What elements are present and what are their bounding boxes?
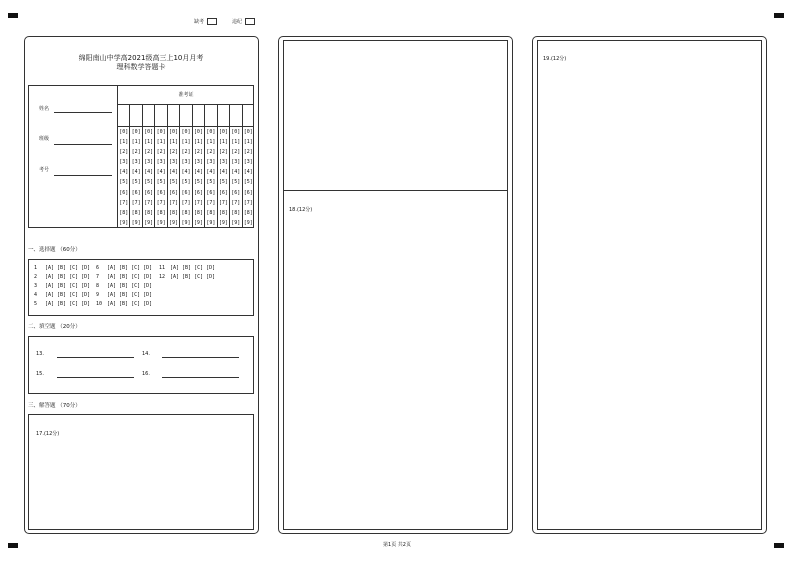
exam-number-column <box>205 105 217 228</box>
exam-number-digit-option[interactable]: [9] <box>156 219 166 226</box>
q17-answer-box[interactable] <box>28 414 254 530</box>
exam-number-digit-option[interactable]: [2] <box>231 149 241 156</box>
violation-checkbox[interactable] <box>245 18 255 25</box>
choice-options[interactable]: [A] [B] [C] [D] <box>45 274 91 280</box>
exam-number-digit-option[interactable]: [5] <box>193 179 203 186</box>
exam-number-digit-option[interactable]: [2] <box>131 149 141 156</box>
choice-column-3 <box>159 264 215 282</box>
q19-answer-box[interactable] <box>537 40 762 530</box>
exam-number-column <box>118 105 130 228</box>
exam-number-digit-option[interactable]: [3] <box>156 159 166 166</box>
exam-number-digit-option[interactable]: [6] <box>181 189 191 196</box>
exam-number-digit-option[interactable]: [1] <box>119 139 129 146</box>
exam-number-digit-option[interactable]: [3] <box>231 159 241 166</box>
card-title-line1: 绵阳南山中学高2021级高三上10月月考 <box>78 54 204 62</box>
exam-number-digit-option[interactable]: [4] <box>243 169 253 176</box>
exam-number-digit-option[interactable]: [6] <box>156 189 166 196</box>
exam-number-digit-option[interactable]: [5] <box>144 179 154 186</box>
choice-question-number: 1 <box>34 265 38 271</box>
choice-question-number: 4 <box>34 292 38 298</box>
exam-number-digit-option[interactable]: [5] <box>181 179 191 186</box>
exam-number-digit-option[interactable]: [1] <box>243 139 253 146</box>
q17-label: 17.(12分) <box>36 431 60 437</box>
exam-number-digit-option[interactable]: [1] <box>218 139 228 146</box>
exam-number-digit-option[interactable]: [4] <box>193 169 203 176</box>
choice-question-number: 12 <box>159 274 166 280</box>
exam-number-digit-option[interactable]: [6] <box>144 189 154 196</box>
exam-number-digit-option[interactable]: [4] <box>181 169 191 176</box>
exam-number-digit-option[interactable]: [5] <box>131 179 141 186</box>
exam-number-digit-option[interactable]: [2] <box>181 149 191 156</box>
exam-number-digit-option[interactable]: [3] <box>119 159 129 166</box>
choice-question-2[interactable] <box>34 273 90 282</box>
exam-number-digit-option[interactable]: [9] <box>119 219 129 226</box>
exam-number-digit-option[interactable]: [5] <box>243 179 253 186</box>
exam-number-digit-option[interactable]: [9] <box>243 219 253 226</box>
absent-indicator <box>194 18 217 25</box>
exam-number-digit-option[interactable]: [9] <box>144 219 154 226</box>
exam-number-digit-option[interactable]: [8] <box>231 209 241 216</box>
choice-options[interactable]: [A] [B] [C] [D] <box>107 301 153 307</box>
exam-number-column <box>230 105 242 228</box>
exam-number-digit-option[interactable]: [8] <box>181 209 191 216</box>
exam-number-digit-option[interactable]: [4] <box>144 169 154 176</box>
exam-number-digit-option[interactable]: [2] <box>193 149 203 156</box>
exam-number-digit-option[interactable]: [2] <box>206 149 216 156</box>
choice-question-1[interactable] <box>34 264 90 273</box>
exam-number-digit-option[interactable]: [7] <box>193 199 203 206</box>
exam-number-digit-option[interactable]: [1] <box>131 139 141 146</box>
choice-question-number: 5 <box>34 301 38 307</box>
exam-number-digit-option[interactable]: [4] <box>206 169 216 176</box>
blank-14-label: 14. <box>142 351 150 357</box>
violation-indicator <box>232 18 255 25</box>
exam-number-digit-option[interactable]: [8] <box>218 209 228 216</box>
choice-options[interactable]: [A] [B] [C] [D] <box>107 292 153 298</box>
exam-number-digit-entry[interactable] <box>180 105 191 127</box>
exam-number-digit-option[interactable]: [2] <box>144 149 154 156</box>
fill-answer-box <box>28 336 254 394</box>
exam-number-digit-option[interactable]: [2] <box>243 149 253 156</box>
exam-number-digit-option[interactable]: [0] <box>156 129 166 135</box>
choice-question-number: 11 <box>159 265 166 271</box>
exam-number-digit-option[interactable]: [6] <box>169 189 179 196</box>
exam-number-digit-option[interactable]: [2] <box>119 149 129 156</box>
exam-number-digit-option[interactable]: [5] <box>156 179 166 186</box>
q19-label: 19.(12分) <box>543 56 567 62</box>
blank-13-label: 13. <box>36 351 44 357</box>
exam-number-digit-option[interactable]: [9] <box>231 219 241 226</box>
exam-number-digit-option[interactable]: [6] <box>206 189 216 196</box>
exam-number-digit-option[interactable]: [5] <box>218 179 228 186</box>
exam-number-digit-option[interactable]: [6] <box>193 189 203 196</box>
exam-number-column <box>130 105 142 228</box>
exam-number-digit-option[interactable]: [8] <box>193 209 203 216</box>
exam-number-digit-option[interactable]: [9] <box>193 219 203 226</box>
exam-number-digit-option[interactable]: [9] <box>218 219 228 226</box>
exam-number-digit-option[interactable]: [6] <box>218 189 228 196</box>
exam-number-digit-option[interactable]: [7] <box>206 199 216 206</box>
violation-label: 违纪 <box>232 19 243 25</box>
choice-question-number: 2 <box>34 274 38 280</box>
q18-answer-area[interactable] <box>283 190 508 530</box>
name-field[interactable] <box>54 112 112 113</box>
q18-label: 18.(12分) <box>289 207 313 213</box>
exam-number-digit-option[interactable]: [3] <box>206 159 216 166</box>
exam-number-digit-option[interactable]: [8] <box>206 209 216 216</box>
choice-question-number: 10 <box>96 301 103 307</box>
absent-label: 缺考 <box>194 19 205 25</box>
exam-number-digit-option[interactable]: [2] <box>169 149 179 156</box>
class-field[interactable] <box>54 144 112 145</box>
exam-number-digit-option[interactable]: [6] <box>243 189 253 196</box>
exam-number-digit-option[interactable]: [5] <box>169 179 179 186</box>
exam-number-digit-option[interactable]: [5] <box>231 179 241 186</box>
exam-number-digit-option[interactable]: [4] <box>131 169 141 176</box>
exam-number-column <box>180 105 192 228</box>
exam-number-digit-option[interactable]: [9] <box>169 219 179 226</box>
exam-number-digit-option[interactable]: [3] <box>181 159 191 166</box>
exam-number-digit-option[interactable]: [9] <box>131 219 141 226</box>
choice-options[interactable]: [A] [B] [C] [D] <box>45 283 91 289</box>
exam-number-digit-option[interactable]: [4] <box>169 169 179 176</box>
choice-question-9[interactable] <box>96 291 152 300</box>
choice-question-10[interactable] <box>96 300 152 309</box>
exam-number-digit-option[interactable]: [0] <box>243 129 253 135</box>
exam-number-digit-option[interactable]: [1] <box>144 139 154 146</box>
exam-number-digit-option[interactable]: [3] <box>243 159 253 166</box>
answer-section-heading: 三、解答题 （70分） <box>28 403 81 409</box>
exam-number-digit-option[interactable]: [7] <box>181 199 191 206</box>
exam-number-digit-option[interactable]: [7] <box>119 199 129 206</box>
choice-question-number: 7 <box>96 274 100 280</box>
exam-number-digit-option[interactable]: [1] <box>156 139 166 146</box>
choice-options[interactable]: [A] [B] [C] [D] <box>170 274 216 280</box>
exam-number-digit-option[interactable]: [5] <box>206 179 216 186</box>
exam-number-digit-option[interactable]: [0] <box>169 129 179 135</box>
blank-15-label: 15. <box>36 371 44 377</box>
exam-number-digit-option[interactable]: [7] <box>169 199 179 206</box>
registration-mark-top-right <box>774 13 784 18</box>
exam-number-digit-option[interactable]: [7] <box>156 199 166 206</box>
exam-number-column <box>218 105 230 228</box>
blank-13-line[interactable] <box>57 357 134 358</box>
exam-number-digit-option[interactable]: [7] <box>218 199 228 206</box>
choice-question-11[interactable] <box>159 264 215 273</box>
exam-number-column <box>143 105 155 228</box>
exam-number-digit-option[interactable]: [7] <box>231 199 241 206</box>
exam-number-digit-entry[interactable] <box>205 105 216 127</box>
absent-checkbox[interactable] <box>207 18 217 25</box>
exam-number-digit-option[interactable]: [6] <box>119 189 129 196</box>
exam-number-digit-option[interactable]: [8] <box>119 209 129 216</box>
choice-question-number: 8 <box>96 283 100 289</box>
exam-id-label: 考号 <box>39 167 50 173</box>
choice-options[interactable]: [A] [B] [C] [D] <box>107 265 153 271</box>
choice-question-12[interactable] <box>159 273 215 282</box>
exam-number-digit-option[interactable]: [0] <box>119 129 129 135</box>
student-info-box <box>28 85 254 228</box>
blank-15-line[interactable] <box>57 377 134 378</box>
exam-number-digit-option[interactable]: [2] <box>156 149 166 156</box>
exam-number-digit-entry[interactable] <box>243 105 254 127</box>
exam-number-digit-option[interactable]: [6] <box>131 189 141 196</box>
exam-number-digit-entry[interactable] <box>130 105 141 127</box>
class-label: 班级 <box>39 136 50 142</box>
choice-options[interactable]: [A] [B] [C] [D] <box>170 265 216 271</box>
name-label: 姓名 <box>39 106 50 112</box>
exam-number-digit-option[interactable]: [3] <box>218 159 228 166</box>
choice-question-number: 9 <box>96 292 100 298</box>
choice-question-number: 6 <box>96 265 100 271</box>
exam-number-grid <box>117 105 254 228</box>
exam-number-column <box>193 105 205 228</box>
exam-number-digit-option[interactable]: [0] <box>206 129 216 135</box>
exam-number-digit-option[interactable]: [0] <box>131 129 141 135</box>
exam-number-digit-option[interactable]: [1] <box>206 139 216 146</box>
registration-mark-top-left <box>8 13 18 18</box>
exam-number-digit-option[interactable]: [8] <box>243 209 253 216</box>
choice-question-3[interactable] <box>34 282 90 291</box>
choice-answer-box <box>28 259 254 316</box>
exam-number-digit-option[interactable]: [0] <box>231 129 241 135</box>
choice-question-number: 3 <box>34 283 38 289</box>
exam-number-digit-option[interactable]: [3] <box>144 159 154 166</box>
exam-number-digit-option[interactable]: [8] <box>131 209 141 216</box>
exam-number-digit-option[interactable]: [3] <box>131 159 141 166</box>
exam-number-digit-option[interactable]: [8] <box>169 209 179 216</box>
exam-number-digit-option[interactable]: [9] <box>181 219 191 226</box>
choice-options[interactable]: [A] [B] [C] [D] <box>107 283 153 289</box>
choice-question-4[interactable] <box>34 291 90 300</box>
exam-number-column <box>243 105 254 228</box>
exam-number-digit-option[interactable]: [4] <box>218 169 228 176</box>
exam-number-digit-option[interactable]: [6] <box>231 189 241 196</box>
exam-number-digit-option[interactable]: [7] <box>131 199 141 206</box>
exam-number-digit-option[interactable]: [5] <box>119 179 129 186</box>
choice-column-2 <box>96 264 152 309</box>
exam-number-digit-option[interactable]: [3] <box>169 159 179 166</box>
exam-number-digit-option[interactable]: [9] <box>206 219 216 226</box>
exam-number-digit-option[interactable]: [1] <box>181 139 191 146</box>
exam-number-digit-entry[interactable] <box>218 105 229 127</box>
exam-number-column <box>168 105 180 228</box>
exam-number-digit-option[interactable]: [7] <box>144 199 154 206</box>
choice-options[interactable]: [A] [B] [C] [D] <box>45 265 91 271</box>
choice-column-1 <box>34 264 90 309</box>
exam-number-column <box>155 105 167 228</box>
choice-question-8[interactable] <box>96 282 152 291</box>
exam-number-digit-option[interactable]: [4] <box>156 169 166 176</box>
choice-question-5[interactable] <box>34 300 90 309</box>
exam-number-header: 准考证 <box>117 86 254 105</box>
fill-section-heading: 二、填空题 （20分） <box>28 324 81 330</box>
blank-14-line[interactable] <box>162 357 239 358</box>
exam-number-digit-option[interactable]: [8] <box>156 209 166 216</box>
exam-number-digit-option[interactable]: [1] <box>231 139 241 146</box>
choice-options[interactable]: [A] [B] [C] [D] <box>45 301 91 307</box>
card-title-line2: 理科数学答题卡 <box>116 63 166 71</box>
exam-number-digit-option[interactable]: [8] <box>144 209 154 216</box>
exam-number-digit-option[interactable]: [0] <box>181 129 191 135</box>
exam-number-digit-entry[interactable] <box>168 105 179 127</box>
exam-number-digit-option[interactable]: [2] <box>218 149 228 156</box>
choice-question-6[interactable] <box>96 264 152 273</box>
exam-number-digit-option[interactable]: [1] <box>169 139 179 146</box>
choice-question-7[interactable] <box>96 273 152 282</box>
exam-number-digit-option[interactable]: [7] <box>243 199 253 206</box>
exam-number-digit-option[interactable]: [0] <box>218 129 228 135</box>
exam-number-digit-option[interactable]: [1] <box>193 139 203 146</box>
blank-16-line[interactable] <box>162 377 239 378</box>
exam-id-field[interactable] <box>54 175 112 176</box>
exam-number-digit-option[interactable]: [0] <box>193 129 203 135</box>
blank-16-label: 16. <box>142 371 150 377</box>
exam-number-digit-option[interactable]: [4] <box>231 169 241 176</box>
choice-options[interactable]: [A] [B] [C] [D] <box>45 292 91 298</box>
exam-number-digit-entry[interactable] <box>155 105 166 127</box>
exam-number-digit-entry[interactable] <box>118 105 129 127</box>
exam-number-digit-entry[interactable] <box>193 105 204 127</box>
exam-number-digit-entry[interactable] <box>230 105 241 127</box>
exam-number-digit-option[interactable]: [4] <box>119 169 129 176</box>
exam-number-digit-entry[interactable] <box>143 105 154 127</box>
page-number: 第1页 共2页 <box>383 542 411 548</box>
choice-options[interactable]: [A] [B] [C] [D] <box>107 274 153 280</box>
exam-number-digit-option[interactable]: [0] <box>144 129 154 135</box>
choice-section-heading: 一、选择题 （60分） <box>28 247 81 253</box>
exam-number-digit-option[interactable]: [3] <box>193 159 203 166</box>
